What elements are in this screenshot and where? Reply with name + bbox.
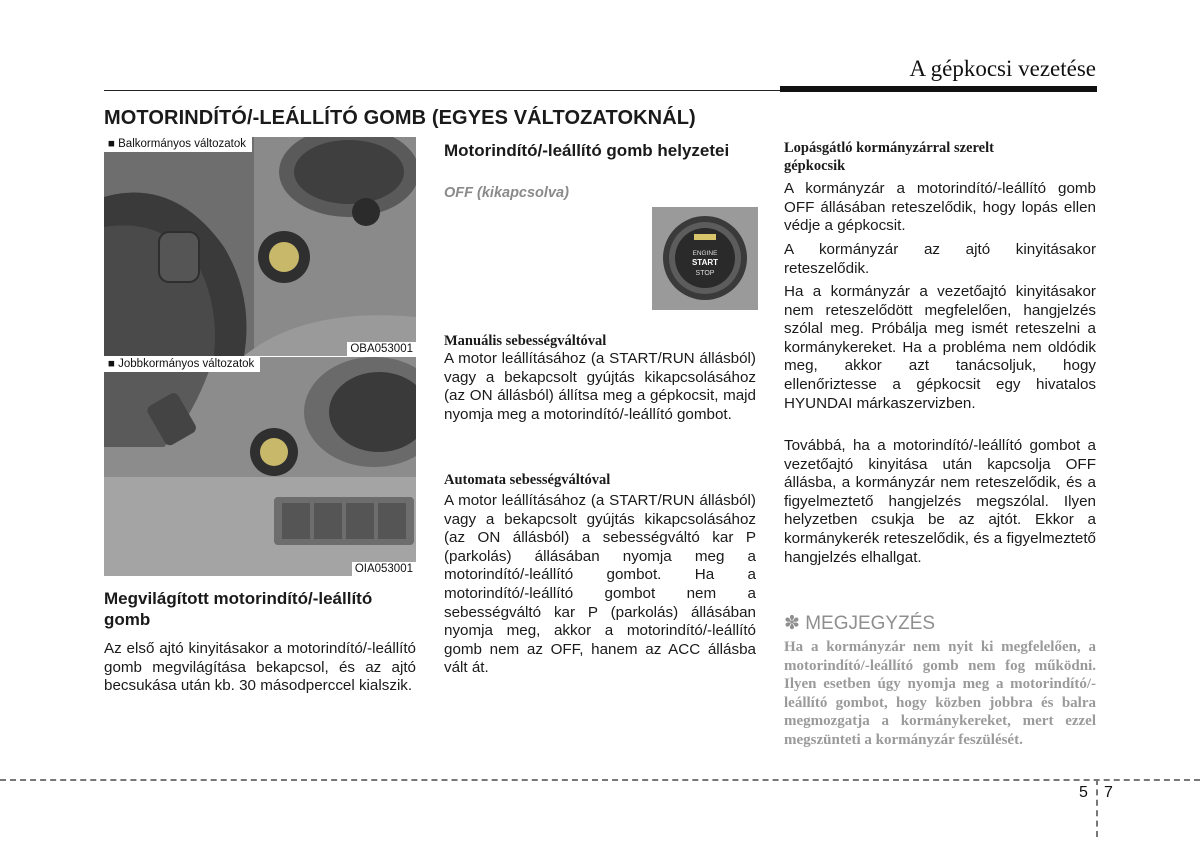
- manual-transmission-title: Manuális sebességváltóval: [444, 333, 607, 349]
- steering-lock-paragraph-3: Ha a kormányzár a vezetőajtó kinyitásakor nem reteszelődött megfelelően, hangjelzés szólal meg. Próbálja meg ismét reteszelni a kormánykereket. Ha a probléma nem oldódik meg, akkor azt tanácsoljuk, hogy ellenőriztesse a gépkocsit egy hivatalos HYUNDAI márkaszervizben.: [784, 283, 1096, 412]
- page-number: 7: [1104, 784, 1113, 801]
- note-body: Ha a kormányzár nem nyit ki megfelelően, a motorindító/-leállító gomb nem fog működni. Ilyen esetben úgy nyomja meg a motorindító/-leállító gombot, hogy közben jobbra és balra megmozgatja a kormánykereket, mert ezzel megszünteti a kormányzár feszülését.: [784, 639, 1096, 748]
- automatic-transmission-text: A motor leállításához (a START/RUN állásból) vagy a bekapcsolt gyújtás kikapcsolásához (az ON állásból) a sebességváltó kar P (parkolás) állásában nyomja meg a motorindító/-leállító gombot. Ha a motorindító/-leállító gombot nem a sebességváltó kar P (parkolás) állásában nyomja meg, akkor a motorindító/-leállító gomb nem az OFF, hanem az ACC állásba vált át.: [444, 492, 756, 677]
- steering-lock-paragraph-2: A kormányzár az ajtó kinyitásakor reteszelődik.: [784, 241, 1096, 277]
- button-label-start: START: [691, 258, 719, 267]
- manual-transmission-text: A motor leállításához (a START/RUN állásból) vagy a bekapcsolt gyújtás kikapcsolásához (az ON állásból) állítsa meg a gépkocsit, majd nyomja meg a motorindító/-leállító gombot.: [444, 350, 756, 423]
- dashboard-photo-lhd: [104, 137, 416, 356]
- photo-code-lhd: OBA053001: [347, 342, 416, 356]
- footer-dashed-rule: [0, 779, 1200, 781]
- header-rule: [104, 90, 780, 91]
- note-title: ✽ MEGJEGYZÉS: [784, 613, 936, 634]
- illuminated-button-heading: Megvilágított motorindító/-leállító gomb: [104, 589, 373, 629]
- steering-lock-title-line2: gépkocsik: [784, 158, 846, 174]
- header-rule-thick: [780, 86, 1097, 92]
- start-stop-button-graphic: [652, 207, 758, 310]
- illuminated-button-text: Az első ajtó kinyitásakor a motorindító/-leállító gomb megvilágítása bekapcsol, és az ajtó becsukása után kb. 30 másodperccel kialszik.: [104, 640, 416, 695]
- button-label-stop: STOP: [695, 270, 715, 277]
- photo-tag-lhd: ■ Balkormányos változatok: [104, 137, 252, 152]
- photo-code-rhd: OIA053001: [352, 562, 416, 576]
- button-label-engine: ENGINE: [692, 250, 718, 257]
- start-stop-button-photo: [652, 207, 758, 310]
- steering-lock-paragraph-1: A kormányzár a motorindító/-leállító gomb OFF állásában reteszelődik, hogy lopás ellen védje a gépkocsit.: [784, 180, 1096, 235]
- section-title: MOTORINDÍTÓ/-LEÁLLÍTÓ GOMB (EGYES VÁLTOZATOKNÁL): [104, 107, 696, 129]
- steering-lock-title: [784, 139, 1096, 175]
- right-hand-drive-photo: [104, 357, 416, 576]
- automatic-transmission-title: Automata sebességváltóval: [444, 472, 611, 488]
- steering-lock-paragraph-4: Továbbá, ha a motorindító/-leállító gombot a vezetőajtó kinyitása után kapcsolja OFF állásba, a kormányzár nem reteszelődik, és a figyelmeztető hangjelzés megszólal. Ilyen helyzetben csukja be az ajtót. Ekkor a kormánykerék reteszelődik, és a figyelmeztető hangjelzés elhallgat.: [784, 437, 1096, 566]
- steering-lock-title-line1: Lopásgátló kormányzárral szerelt: [784, 140, 994, 156]
- button-positions-heading: Motorindító/-leállító gomb helyzetei: [444, 141, 730, 160]
- off-position-label: OFF (kikapcsolva): [444, 185, 569, 201]
- left-hand-drive-photo: [104, 137, 416, 356]
- page-number-separator: [1096, 779, 1098, 837]
- running-header-title: A gépkocsi vezetése: [909, 56, 1096, 81]
- photo-tag-rhd: ■ Jobbkormányos változatok: [104, 357, 260, 372]
- page-chapter-number: 5: [1079, 784, 1088, 801]
- dashboard-photo-rhd: [104, 357, 416, 576]
